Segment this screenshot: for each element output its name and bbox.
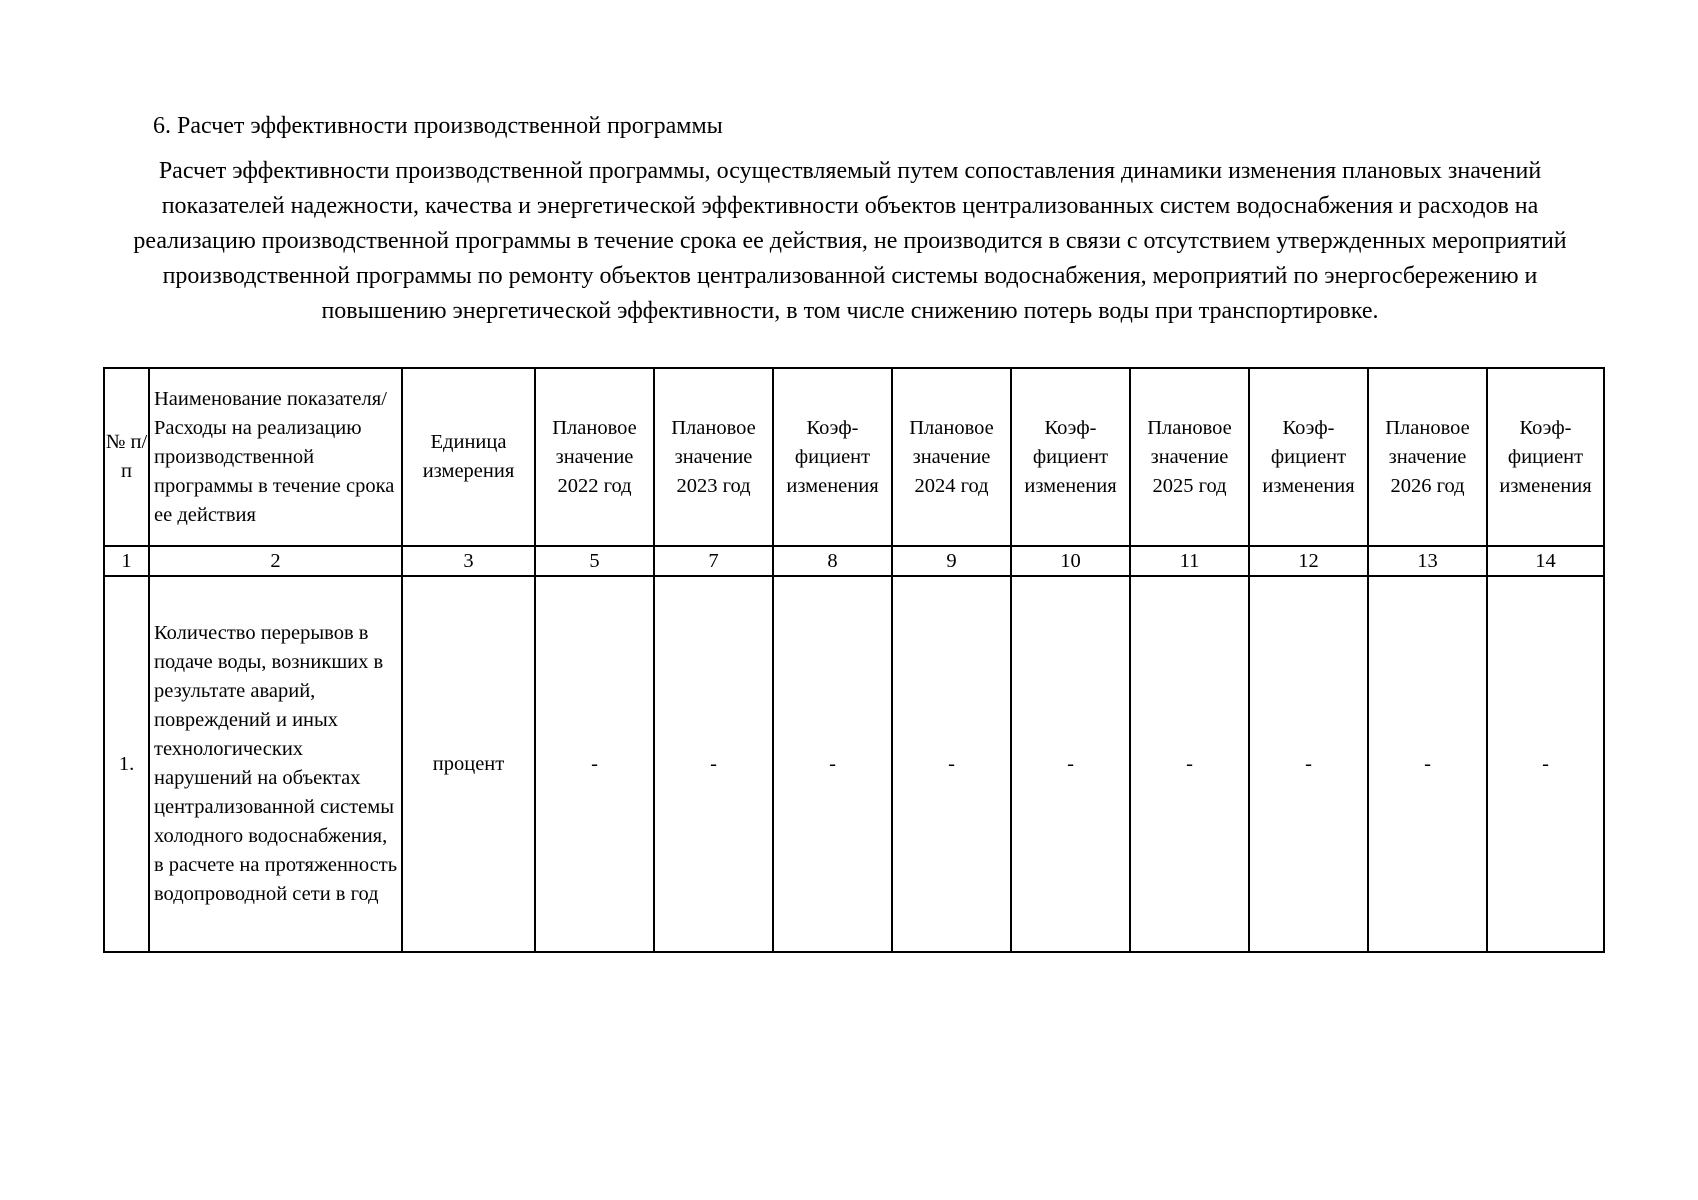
column-number-row [104, 546, 1604, 576]
intro-paragraph: Расчет эффективности производственной программы, осуществляемый путем сопоставления динамики изменения плановых значений показателей надежности, качества и энергетической эффективности объектов централизованных систем водоснабжения и расходов на реализацию производственной программы в течение срока ее действия, не производится в связи с отсутствием утвержденных мероприятий производственной программы по ремонту объектов централизованной системы водоснабжения, мероприятий по энергосбережению и повышению энергетической эффективности, в том числе снижению потерь воды при транспортировке. [133, 158, 1567, 324]
row-coef-2026-value: - [1487, 576, 1604, 952]
header-plan-2022: Плановое значение 2022 год [535, 368, 654, 546]
row-coef-2025-value: - [1249, 576, 1368, 952]
column-number: 8 [773, 546, 892, 576]
header-coef-2026: Коэф-фициент изменения [1487, 368, 1604, 546]
row-unit: процент [402, 576, 535, 952]
column-number: 2 [149, 546, 402, 576]
header-number: № п/п [104, 368, 149, 546]
row-plan-2023-value: - [654, 576, 773, 952]
column-number: 1 [104, 546, 149, 576]
table-row [104, 576, 1604, 952]
header-indicator-name: Наименование показателя/Расходы на реализацию производственной программы в течение срока ее действия [149, 368, 402, 546]
column-number: 10 [1011, 546, 1130, 576]
column-number: 9 [892, 546, 1011, 576]
row-number: 1. [104, 576, 149, 952]
header-plan-2025: Плановое значение 2025 год [1130, 368, 1249, 546]
column-number: 14 [1487, 546, 1604, 576]
column-number: 12 [1249, 546, 1368, 576]
header-coef-2024: Коэф-фициент изменения [1011, 368, 1130, 546]
header-plan-2024: Плановое значение 2024 год [892, 368, 1011, 546]
header-coef-2023: Коэф-фициент изменения [773, 368, 892, 546]
column-number: 13 [1368, 546, 1487, 576]
row-coef-2023-value: - [773, 576, 892, 952]
header-coef-2025: Коэф-фициент изменения [1249, 368, 1368, 546]
table-header-row [104, 368, 1604, 546]
header-unit: Единица измерения [402, 368, 535, 546]
row-plan-2022-value: - [535, 576, 654, 952]
row-plan-2024-value: - [892, 576, 1011, 952]
column-number: 3 [402, 546, 535, 576]
column-number: 7 [654, 546, 773, 576]
header-plan-2023: Плановое значение 2023 год [654, 368, 773, 546]
column-number: 11 [1130, 546, 1249, 576]
production-program-table [103, 367, 1605, 953]
section-title: 6. Расчет эффективности производственной программы [153, 113, 723, 139]
row-indicator-name: Количество перерывов в подаче воды, возникших в результате аварий, повреждений и иных технологических нарушений на объектах централизованной системы холодного водоснабжения, в расчете на протяженность водопроводной сети в год [149, 576, 402, 952]
row-plan-2026-value: - [1368, 576, 1487, 952]
column-number: 5 [535, 546, 654, 576]
row-coef-2024-value: - [1011, 576, 1130, 952]
row-plan-2025-value: - [1130, 576, 1249, 952]
header-plan-2026: Плановое значение 2026 год [1368, 368, 1487, 546]
